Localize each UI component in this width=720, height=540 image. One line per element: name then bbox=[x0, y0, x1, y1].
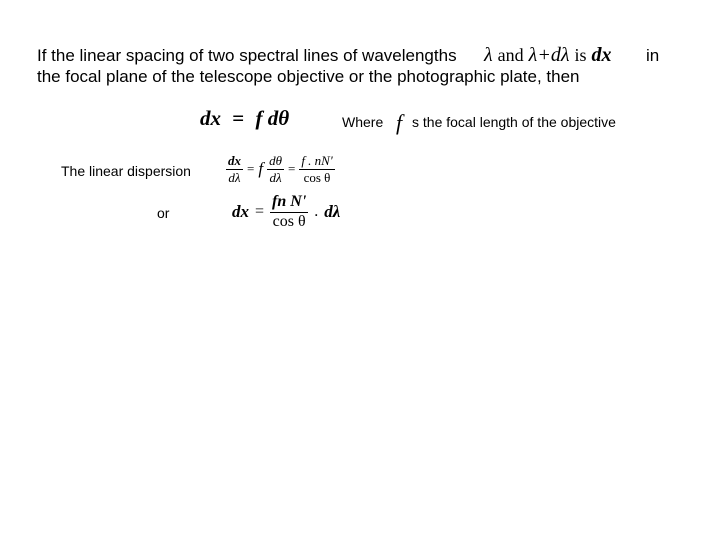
dx-symbol: dx bbox=[591, 44, 612, 66]
equals-sign: = bbox=[247, 161, 255, 177]
fraction-numerator: dθ bbox=[269, 153, 282, 168]
equation-spacing bbox=[200, 106, 289, 131]
dispersion-equation bbox=[226, 154, 335, 184]
intro-text: If the linear spacing of two spectral lines of wavelengths bbox=[37, 46, 457, 65]
f-symbol: f bbox=[258, 159, 264, 179]
eq-rhs: f dθ bbox=[255, 106, 290, 130]
dot-operator: . bbox=[314, 203, 319, 221]
fraction-fnN-cos bbox=[270, 194, 308, 231]
fraction-numerator: f . nN' bbox=[301, 153, 333, 168]
intro-line-1 bbox=[37, 46, 457, 66]
d-lambda: dλ bbox=[324, 202, 341, 222]
is-word: is bbox=[574, 45, 587, 65]
where-label: Where bbox=[342, 114, 384, 130]
equals-sign: = bbox=[287, 161, 296, 177]
eq-lhs: dx bbox=[200, 106, 221, 130]
intro-wavelength-math bbox=[484, 44, 612, 67]
fraction-numerator: dx bbox=[228, 153, 241, 168]
equals-sign: = bbox=[255, 203, 265, 221]
and-word: and bbox=[497, 45, 524, 65]
dispersion-label: The linear dispersion bbox=[61, 163, 191, 179]
fraction-fnN-cos bbox=[299, 154, 334, 184]
intro-line-1-end: in bbox=[646, 46, 660, 65]
fraction-dtheta-dlambda bbox=[267, 154, 284, 184]
fraction-numerator: fn N' bbox=[272, 193, 307, 210]
fraction-dx-dlambda bbox=[226, 154, 243, 184]
fraction-denominator: dλ bbox=[228, 169, 241, 185]
dispersion-equation-alt bbox=[232, 194, 340, 231]
fraction-denominator: cos θ bbox=[303, 169, 331, 185]
where-description: s the focal length of the objective bbox=[412, 114, 616, 130]
lambda-plus-dlambda: λ+dλ bbox=[528, 44, 570, 66]
eq-equals: = bbox=[232, 106, 245, 130]
focal-symbol: f bbox=[396, 110, 403, 135]
lambda-symbol: λ bbox=[484, 44, 493, 66]
intro-line-2: the focal plane of the telescope objective or the photographic plate, then bbox=[37, 67, 580, 86]
fraction-denominator: cos θ bbox=[272, 212, 306, 230]
or-label: or bbox=[157, 205, 170, 221]
fraction-denominator: dλ bbox=[269, 169, 282, 185]
eq-lhs: dx bbox=[232, 202, 249, 222]
